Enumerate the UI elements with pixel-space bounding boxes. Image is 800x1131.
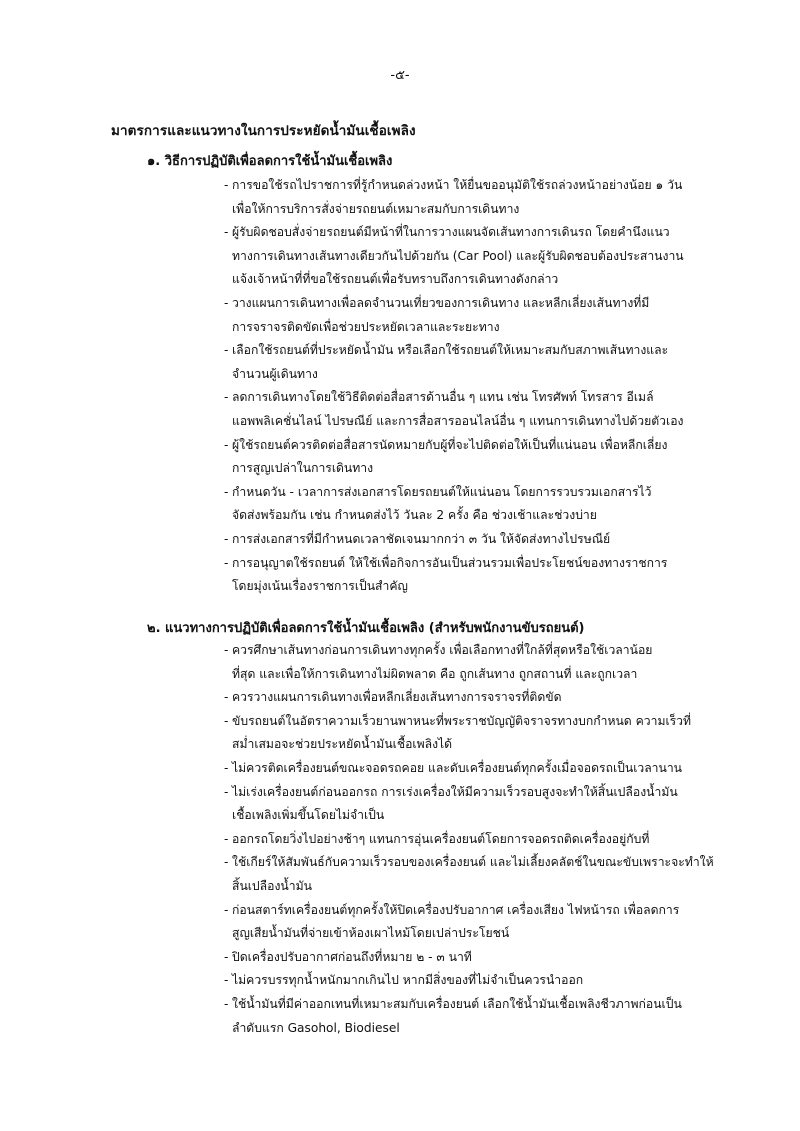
page-number: -๕- [390,68,410,83]
list-item: - กำหนดวัน - เวลาการส่งเอกสารโดยรถยนต์ให้แน่นอน โดยการรวบรวมเอกสารไว้ จัดส่งพร้อมกัน เช่น กำหนดส่งไว้ วันละ 2 ครั้ง คือ ช่วงเช้าและช่วงบ่าย [224,484,652,523]
list-item: - วางแผนการเดินทางเพื่อลดจำนวนเที่ยวของการเดินทาง และหลีกเลี่ยงเส้นทางที่มี การจราจรติดขัดเพื่อช่วยประหยัดเวลาและระยะทาง [224,295,650,334]
list-item: - ควรวางแผนการเดินทางเพื่อหลีกเลี่ยงเส้นทางการจราจรที่ติดขัด [224,690,562,705]
list-item: - ก่อนสตาร์ทเครื่องยนต์ทุกครั้งให้ปิดเครื่องปรับอากาศ เครื่องเสียง ไฟหน้ารถ เพื่อลดการ สูญเสียน้ำมันที่จ่ายเข้าห้องเผาไหม้โดยเปล่าประโยชน์ [224,902,680,941]
list-item: - ผู้รับผิดชอบสั่งจ่ายรถยนต์มีหน้าที่ในการวางแผนจัดเส้นทางการเดินรถ โดยคำนึงแนว ทางการเดินทางเส้นทางเดียวกันไปด้วยกัน (Car Pool) และผู้รับผิดชอบต้องประสานงาน แจ้งเจ้าหน้าที่ที่ขอใช้รถยนต์เพื่อรับทราบถึงการเดินทางดังกล่าว [224,225,684,287]
list-item: - ไม่ควรบรรทุกน้ำหนักมากเกินไป หากมีสิ่งของที่ไม่จำเป็นควรนำออก [224,973,584,988]
list-item: - ใช้น้ำมันที่มีค่าออกเทนที่เหมาะสมกับเครื่องยนต์ เลือกใช้น้ำมันเชื้อเพลิงชีวภาพก่อนเป็น ลำดับแรก Gasohol, Biodiesel [224,996,682,1035]
list-item: - ไม่เร่งเครื่องยนต์ก่อนออกรถ การเร่งเครื่องให้มีความเร็วรอบสูงจะทำให้สิ้นเปลืองน้ำมัน เชื้อเพลิงเพิ่มขึ้นโดยไม่จำเป็น [224,784,678,823]
list-item: - การส่งเอกสารที่มีกำหนดเวลาชัดเจนมากกว่า ๓ วัน ให้จัดส่งทางไปรษณีย์ [224,531,611,546]
list-item: - ขับรถยนต์ในอัตราความเร็วยานพาหนะที่พระราชบัญญัติจราจรทางบกกำหนด ความเร็วที่ สม่ำเสมอจะช่วยประหยัดน้ำมันเชื้อเพลิงได้ [224,713,692,752]
list-item: - ออกรถโดยวิ่งไปอย่างช้าๆ แทนการอุ่นเครื่องยนต์โดยการจอดรถติดเครื่องอยู่กับที่ [224,831,650,846]
list-item: - ไม่ควรติดเครื่องยนต์ขณะจอดรถคอย และดับเครื่องยนต์ทุกครั้งเมื่อจอดรถเป็นเวลานาน [224,760,683,775]
list-item: - การอนุญาตใช้รถยนต์ ให้ใช้เพื่อกิจการอันเป็นส่วนรวมเพื่อประโยชน์ของทางราชการ โดยมุ่งเน้นเรื่องราชการเป็นสำคัญ [224,555,668,594]
list-item: - ควรศึกษาเส้นทางก่อนการเดินทางทุกครั้ง เพื่อเลือกทางที่ใกล้ที่สุดหรือใช้เวลาน้อย ที่สุด และเพื่อให้การเดินทางไม่ผิดพลาด คือ ถูกเส้นทาง ถูกสถานที่ และถูกเวลา [224,643,653,681]
section-1-list [224,174,739,599]
list-item: - การขอใช้รถไปราชการที่รู้กำหนดล่วงหน้า ให้ยื่นขออนุมัติใช้รถล่วงหน้าอย่างน้อย ๑ วัน เพื่อให้การบริการสั่งจ่ายรถยนต์เหมาะสมกับการเดินทาง [224,178,683,216]
document-title: มาตรการและแนวทางในการประหยัดน้ำมันเชื้อเพลิง [111,123,416,139]
list-item: - ใช้เกียร์ให้สัมพันธ์กับความเร็วรอบของเครื่องยนต์ และไม่เลี้ยงคลัตช์ในขณะขับเพราะจะทำให้ สิ้นเปลืองน้ำมัน [224,855,714,893]
list-item: - ผู้ใช้รถยนต์ควรติดต่อสื่อสารนัดหมายกับผู้ที่จะไปติดต่อให้เป็นที่แน่นอน เพื่อหลีกเลี่ยง การสูญเปล่าในการเดินทาง [224,437,668,476]
section-2-list [224,639,739,1040]
section-1-title: ๑. วิธีการปฏิบัติเพื่อลดการใช้น้ำมันเชื้อเพลิง [147,154,393,169]
list-item: - ลดการเดินทางโดยใช้วิธีติดต่อสื่อสารด้านอื่น ๆ แทน เช่น โทรศัพท์ โทรสาร อีเมล์ แอพพลิเคชั่นไลน์ ไปรษณีย์ และการสื่อสารออนไลน์อื่น ๆ แทนการเดินทางไปด้วยตัวเอง [224,390,684,428]
section-2-title: ๒. แนวทางการปฏิบัติเพื่อลดการใช้น้ำมันเชื้อเพลิง (สำหรับพนักงานขับรถยนต์) [147,621,585,636]
list-item: - เลือกใช้รถยนต์ที่ประหยัดน้ำมัน หรือเลือกใช้รถยนต์ให้เหมาะสมกับสภาพเส้นทางและ จำนวนผู้เดินทาง [224,343,669,381]
list-item: - ปิดเครื่องปรับอากาศก่อนถึงที่หมาย ๒ - ๓ นาที [224,949,472,964]
